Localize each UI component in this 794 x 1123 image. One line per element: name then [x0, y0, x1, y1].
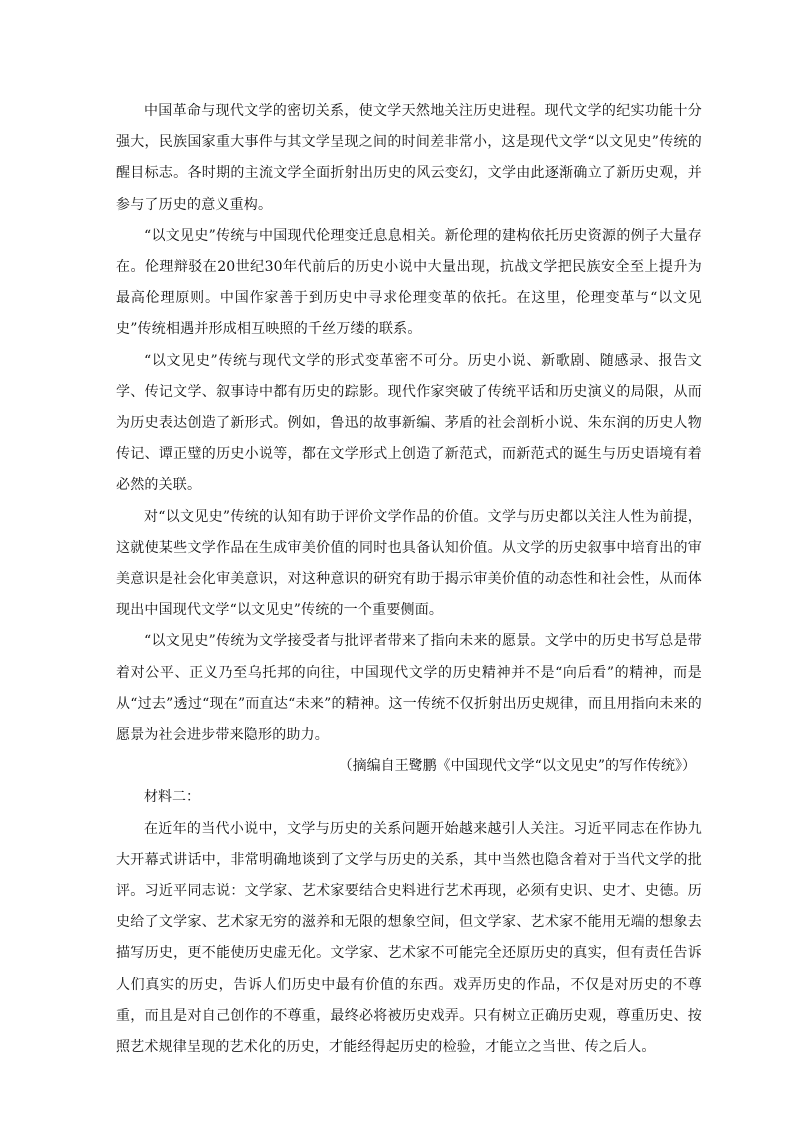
- source-citation: （摘编自王鹭鹏《中国现代文学“以文见史”的写作传统》）: [338, 758, 696, 775]
- paragraph: “以文见史”传统为文学接受者与批评者带来了指向未来的愿景。文学中的历史书写总是带着对公平、正义乃至乌托邦的向往，中国现代文学的历史精神并不是“向后看”的精神，而是从“过去”透过“现在”而直达“未来”的精神。这一传统不仅折射出历史规律，而且用指向未来的愿景为社会进步带来隐形的助力。: [116, 633, 702, 744]
- paragraph: “以文见史”传统与现代文学的形式变革密不可分。历史小说、新歌剧、随感录、报告文学、传记文学、叙事诗中都有历史的踪影。现代作家突破了传统平话和历史演义的局限，从而为历史表达创造了新形式。例如，鲁迅的故事新编、茅盾的社会剖析小说、朱东润的历史人物传记、谭正璧的历史小说等，都在文学形式上创造了新范式，而新范式的诞生与历史语境有着必然的关联。: [116, 352, 702, 494]
- paragraph: 中国革命与现代文学的密切关系，使文学天然地关注历史进程。现代文学的纪实功能十分强大，民族国家重大事件与其文学呈现之间的时间差非常小，这是现代文学“以文见史”传统的醒目标志。各时期的主流文学全面折射出历史的风云变幻，文学由此逐渐确立了新历史观，并参与了历史的意义重构。: [116, 103, 702, 213]
- article-body: [116, 96, 702, 1063]
- paragraph: 在近年的当代小说中，文学与历史的关系问题开始越来越引人关注。习近平同志在作协九大开幕式讲话中，非常明确地谈到了文学与历史的关系，其中当然也隐含着对于当代文学的批评。习近平同志说：文学家、艺术家要结合史料进行艺术再现，必须有史识、史才、史德。历史给了文学家、艺术家无穷的滋养和无限的想象空间，但文学家、艺术家不能用无端的想象去描写历史，更不能使历史虚无化。文学家、艺术家不可能完全还原历史的真实，但有责任告诉人们真实的历史，告诉人们历史中最有价值的东西。戏弄历史的作品，不仅是对历史的不尊重，而且是对自己创作的不尊重，最终必将被历史戏弄。只有树立正确历史观，尊重历史、按照艺术规律呈现的艺术化的历史，才能经得起历史的检验，才能立之当世、传之后人。: [116, 820, 702, 1056]
- material-label: 材料二：: [144, 789, 200, 806]
- paragraph: 对“以文见史”传统的认知有助于评价文学作品的价值。文学与历史都以关注人性为前提，这就使某些文学作品在生成审美价值的同时也具备认知价值。从文学的历史叙事中培育出的审美意识是社会化审美意识，对这种意识的研究有助于揭示审美价值的动态性和社会性，从而体现出中国现代文学“以文见史”传统的一个重要侧面。: [116, 508, 702, 619]
- paragraph: “以文见史”传统与中国现代伦理变迁息息相关。新伦理的建构依托历史资源的例子大量存在。伦理辩驳在20世纪30年代前后的历史小说中大量出现，抗战文学把民族安全至上提升为最高伦理原则。中国作家善于到历史中寻求伦理变革的依托。在这里，伦理变革与“以文见史”传统相遇并形成相互映照的千丝万缕的联系。: [116, 227, 702, 338]
